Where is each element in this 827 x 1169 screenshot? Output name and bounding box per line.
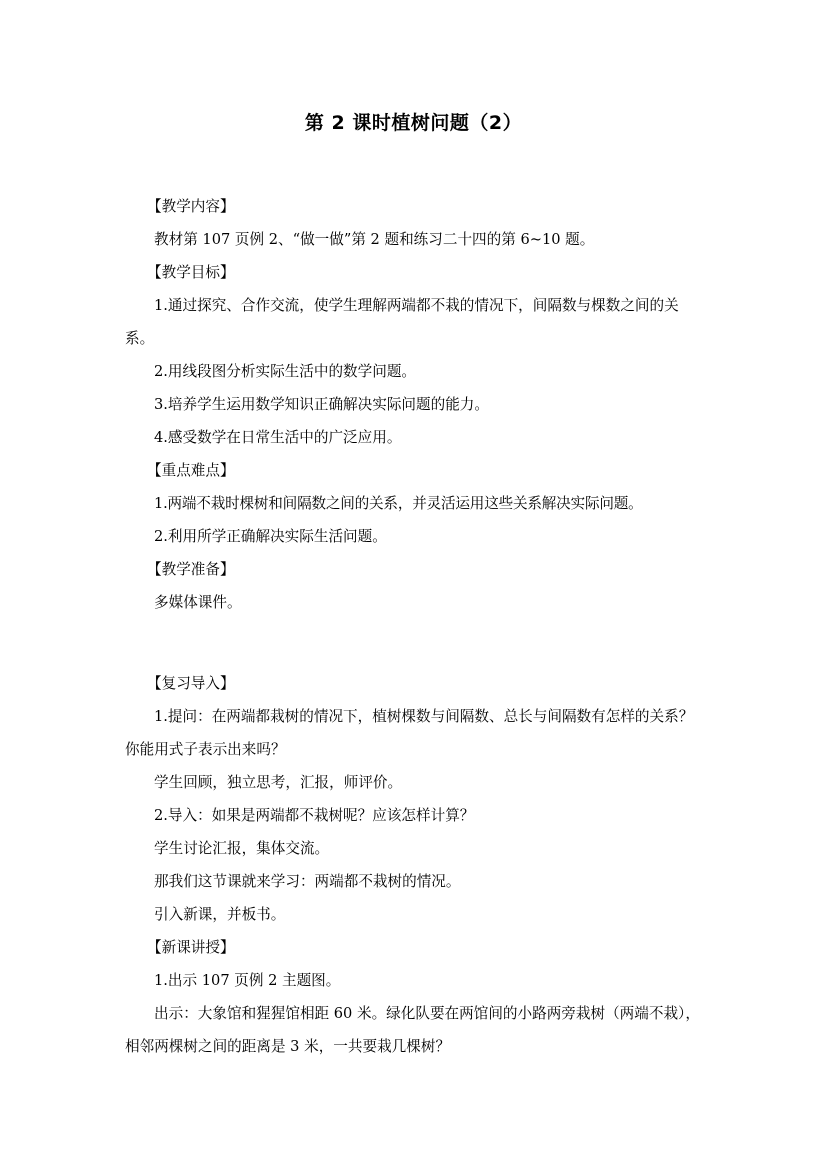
goal-item: 1.通过探究、合作交流，使学生理解两端都不栽的情况下，间隔数与棵数之间的关系。: [125, 297, 679, 347]
review-item: 1.提问：在两端都栽树的情况下，植树棵数与间隔数、总长与间隔数有怎样的关系？你能用式子表示出来吗？: [125, 708, 694, 758]
section-heading-goals: 【教学目标】: [147, 264, 235, 281]
page-title: 第 2 课时植树问题（2）: [304, 112, 523, 134]
document-body: [125, 190, 705, 1063]
new-item: 1.出示 107 页例 2 主题图。: [154, 972, 341, 989]
section-heading-review: 【复习导入】: [147, 675, 235, 692]
review-item: 那我们这节课就来学习：两端都不栽树的情况。: [154, 873, 461, 890]
keypoint-item: 2.利用所学正确解决实际生活问题。: [154, 528, 387, 545]
goal-item: 3.培养学生运用数学知识正确解决实际问题的能力。: [154, 396, 489, 413]
review-item: 引入新课，并板书。: [154, 906, 286, 923]
keypoint-item: 1.两端不栽时棵树和间隔数之间的关系，并灵活运用这些关系解决实际问题。: [154, 495, 643, 512]
section-heading-keypoints: 【重点难点】: [147, 462, 235, 479]
paragraph-content: 教材第 107 页例 2、“做一做”第 2 题和练习二十四的第 6~10 题。: [154, 231, 595, 248]
review-item: 学生讨论汇报，集体交流。: [154, 840, 330, 857]
section-heading-content: 【教学内容】: [147, 198, 235, 215]
section-heading-new: 【新课讲授】: [147, 939, 235, 956]
new-item: 出示：大象馆和猩猩馆相距 60 米。绿化队要在两馆间的小路两旁栽树（两端不栽），相邻两棵树之间的距离是 3 米，一共要栽几棵树？: [125, 1005, 700, 1055]
review-item: 学生回顾，独立思考，汇报，师评价。: [154, 774, 403, 791]
section-gap: [125, 619, 705, 667]
goal-item: 2.用线段图分析实际生活中的数学问题。: [154, 363, 417, 380]
section-heading-prep: 【教学准备】: [147, 561, 235, 578]
review-item: 2.导入：如果是两端都不栽树呢？应该怎样计算？: [154, 807, 475, 824]
paragraph-prep: 多媒体课件。: [154, 594, 242, 611]
goal-item: 4.感受数学在日常生活中的广泛应用。: [154, 429, 402, 446]
